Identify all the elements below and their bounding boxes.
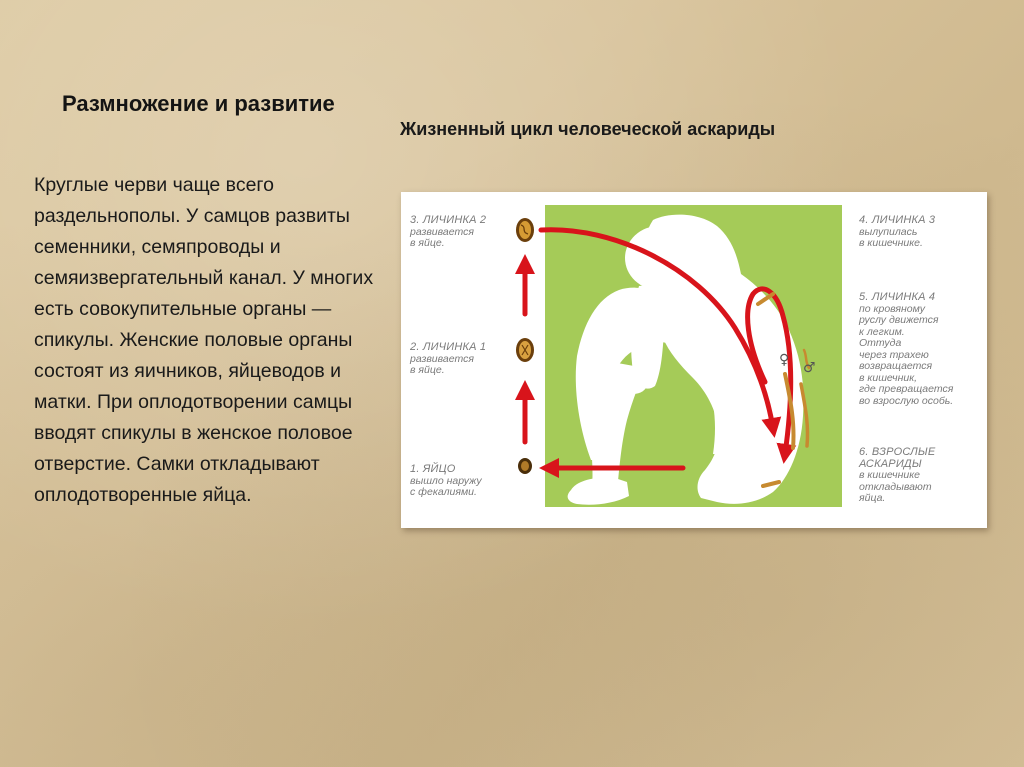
stage-label-text: в кишечнике откладывают яйца. <box>859 469 932 504</box>
stage-label-heading: 6. ВЗРОСЛЫЕ АСКАРИДЫ <box>859 446 936 470</box>
slide-title: Размножение и развитие <box>62 91 335 116</box>
stage-label-larva2 <box>410 215 486 250</box>
stage-label-text: вышло наружу с фекалиями. <box>410 474 482 498</box>
stage-label-text: по кровяному руслу движется к легким. Оттуда через трахею возвращается в кишечник, где превращается во взрослую особь. <box>859 302 954 407</box>
stage-label-heading: 2. ЛИЧИНКА 1 <box>410 341 487 353</box>
body-text: Круглые черви чаще всего раздельнополы. У самцов развиты семенники, семяпроводы и семяизвергательный канал. У многих есть совокупительные органы — спикулы. Женские половые органы состоят из яичников, яйцеводов и матки. При оплодотворении самцы вводят спикулы в женское половое отверстие. Самки откладывают оплодотворенные яйца. <box>34 174 374 506</box>
stage-label-larva1 <box>410 342 486 377</box>
stage-label-adults <box>859 447 935 505</box>
diagram-title: Жизненный цикл человеческой аскариды <box>400 119 776 139</box>
stage-label-larva3 <box>859 215 935 250</box>
stage-label-text: развивается в яйце. <box>410 225 474 249</box>
stage-label-heading: 4. ЛИЧИНКА 3 <box>859 214 936 226</box>
stage-label-text: развивается в яйце. <box>410 352 474 376</box>
stage-label-heading: 1. ЯЙЦО <box>410 463 456 475</box>
female-symbol: ♀ <box>779 352 790 368</box>
egg-icon <box>518 458 532 474</box>
egg-icon-larva2 <box>516 218 534 242</box>
egg-icon-larva1 <box>516 338 534 362</box>
stage-label-text: вылупилась в кишечнике. <box>859 225 923 249</box>
stage-label-heading: 3. ЛИЧИНКА 2 <box>410 214 487 226</box>
life-cycle-diagram <box>401 192 987 528</box>
male-symbol: ♂ <box>803 360 816 376</box>
stage-label-heading: 5. ЛИЧИНКА 4 <box>859 291 936 303</box>
stage-label-egg <box>410 464 482 499</box>
stage-label-larva4 <box>859 292 953 407</box>
